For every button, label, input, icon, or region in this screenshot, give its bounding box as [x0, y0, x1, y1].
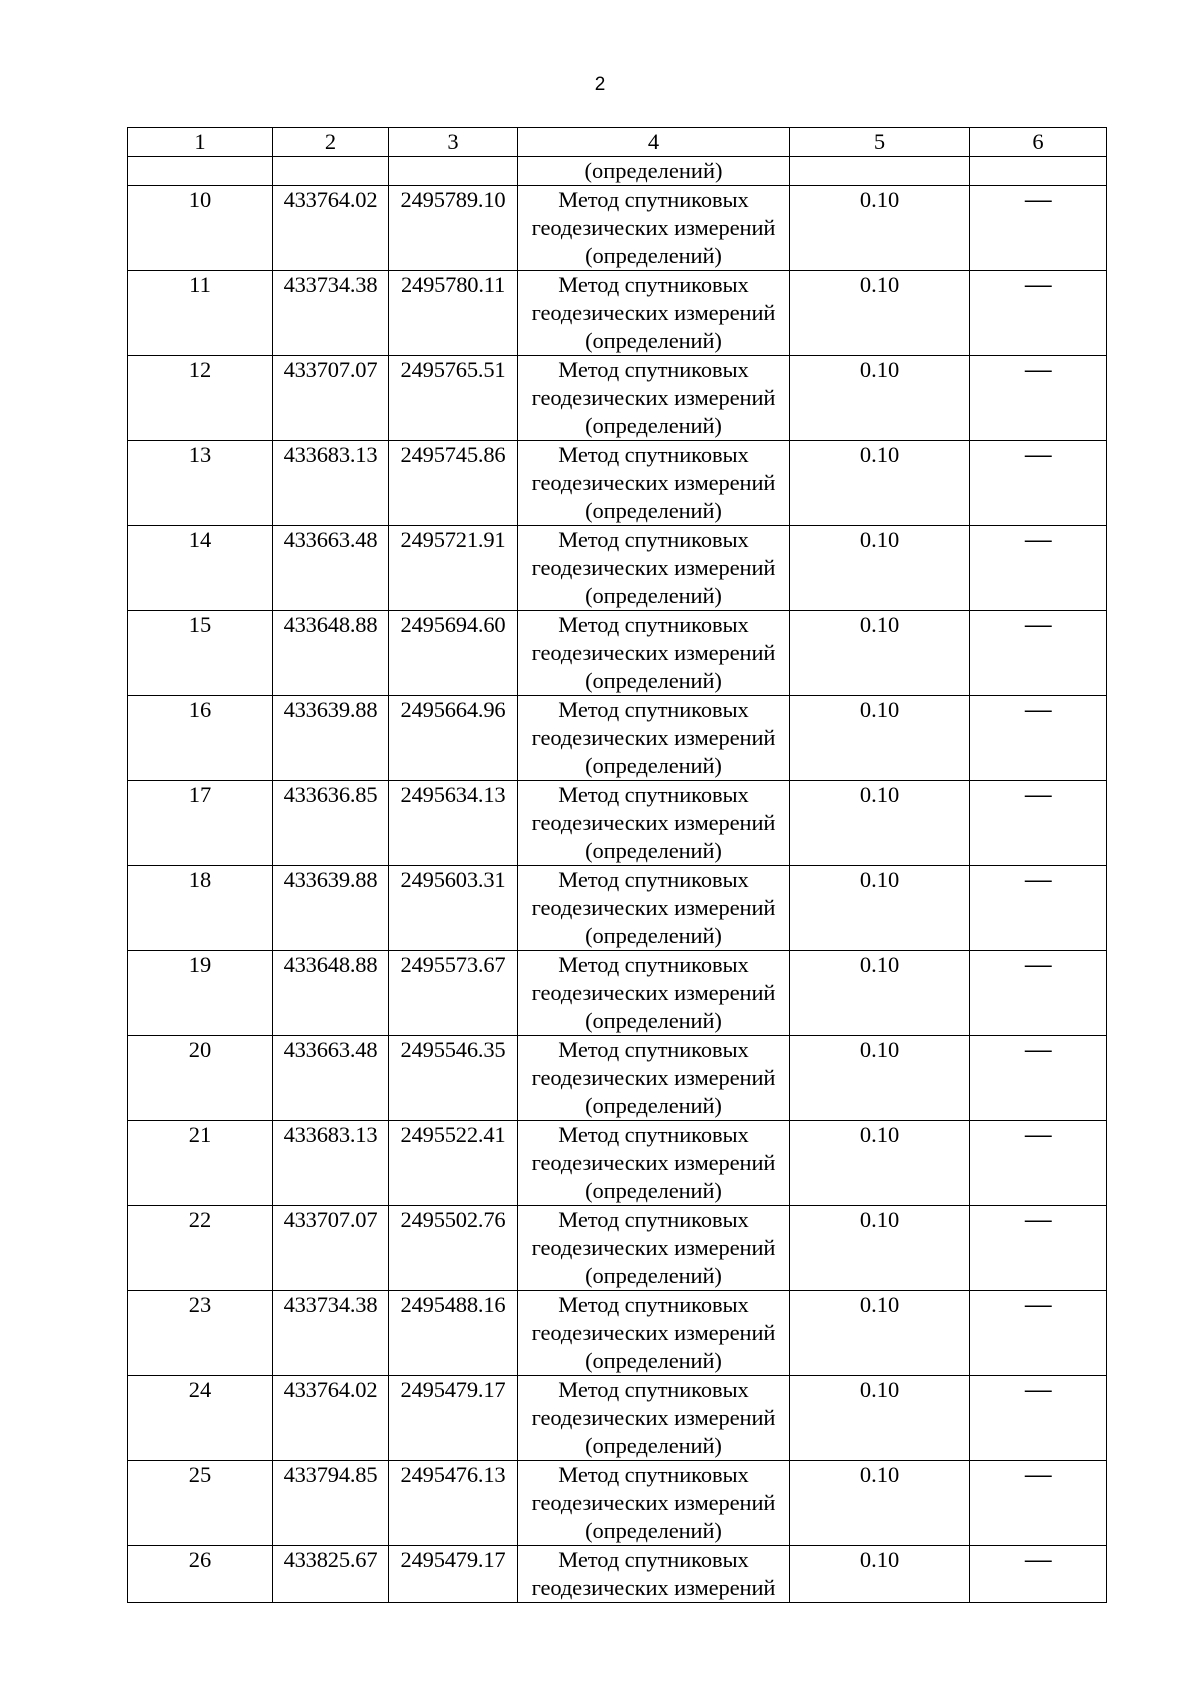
method-line: Метод спутниковых	[558, 357, 749, 382]
method-line: (определений)	[585, 498, 722, 523]
y-coordinate-cell: 2495502.76	[389, 1206, 518, 1291]
table-row	[128, 781, 1107, 866]
dash-mark: —	[1024, 442, 1052, 467]
header-cell-3: 3	[389, 128, 518, 157]
accuracy-cell: 0.10	[790, 1121, 970, 1206]
dash-mark: —	[1024, 867, 1052, 892]
header-cell-1: 1	[128, 128, 273, 157]
method-line: Метод спутниковых	[558, 272, 749, 297]
method-line: Метод спутниковых	[558, 1207, 749, 1232]
note-cell	[970, 1376, 1107, 1461]
dash-mark: —	[1024, 1377, 1052, 1402]
y-coordinate-cell: 2495634.13	[389, 781, 518, 866]
y-coordinate-cell: 2495522.41	[389, 1121, 518, 1206]
method-line: (определений)	[585, 1348, 722, 1373]
x-coordinate-cell: 433707.07	[273, 1206, 389, 1291]
header-cell-5: 5	[790, 128, 970, 157]
x-coordinate-cell: 433707.07	[273, 356, 389, 441]
method-line: Метод спутниковых	[558, 1462, 749, 1487]
method-line: (определений)	[585, 243, 722, 268]
method-line: геодезических измерений	[531, 300, 776, 325]
note-cell	[970, 951, 1107, 1036]
point-number-cell: 10	[128, 186, 273, 271]
accuracy-cell: 0.10	[790, 866, 970, 951]
method-line: Метод спутниковых	[558, 1292, 749, 1317]
point-number-cell: 24	[128, 1376, 273, 1461]
accuracy-cell: 0.10	[790, 1546, 970, 1603]
point-number-cell: 19	[128, 951, 273, 1036]
method-cell	[518, 1376, 790, 1461]
x-coordinate-cell: 433648.88	[273, 951, 389, 1036]
method-line: (определений)	[585, 328, 722, 353]
note-cell	[970, 1546, 1107, 1603]
method-line: (определений)	[585, 1008, 722, 1033]
table-row	[128, 696, 1107, 781]
point-number-cell: 15	[128, 611, 273, 696]
method-line: Метод спутниковых	[558, 187, 749, 212]
method-line: (определений)	[585, 583, 722, 608]
table-row	[128, 1036, 1107, 1121]
x-coordinate-cell: 433663.48	[273, 1036, 389, 1121]
point-number-cell: 14	[128, 526, 273, 611]
y-coordinate-cell: 2495476.13	[389, 1461, 518, 1546]
note-cell	[970, 1121, 1107, 1206]
note-cell	[970, 866, 1107, 951]
dash-mark: —	[1024, 612, 1052, 637]
table-row	[128, 1206, 1107, 1291]
dash-mark: —	[1024, 697, 1052, 722]
continuation-cell-1	[128, 157, 273, 186]
point-number-cell: 26	[128, 1546, 273, 1603]
y-coordinate-cell: 2495694.60	[389, 611, 518, 696]
continuation-cell-2	[273, 157, 389, 186]
method-line: Метод спутниковых	[558, 697, 749, 722]
y-coordinate-cell: 2495789.10	[389, 186, 518, 271]
accuracy-cell: 0.10	[790, 696, 970, 781]
point-number-cell: 23	[128, 1291, 273, 1376]
header-cell-2: 2	[273, 128, 389, 157]
note-cell	[970, 1036, 1107, 1121]
method-line: Метод спутниковых	[558, 867, 749, 892]
note-cell	[970, 611, 1107, 696]
note-cell	[970, 441, 1107, 526]
table-row	[128, 441, 1107, 526]
continuation-row	[128, 157, 1107, 186]
table-row	[128, 1291, 1107, 1376]
method-line: геодезических измерений	[531, 895, 776, 920]
table-row	[128, 611, 1107, 696]
x-coordinate-cell: 433663.48	[273, 526, 389, 611]
point-number-cell: 13	[128, 441, 273, 526]
dash-mark: —	[1024, 357, 1052, 382]
x-coordinate-cell: 433639.88	[273, 696, 389, 781]
method-line: геодезических измерений	[531, 470, 776, 495]
table-row	[128, 356, 1107, 441]
y-coordinate-cell: 2495479.17	[389, 1376, 518, 1461]
method-line: Метод спутниковых	[558, 612, 749, 637]
table-row	[128, 186, 1107, 271]
method-line: (определений)	[585, 1178, 722, 1203]
table-row	[128, 1121, 1107, 1206]
method-line: Метод спутниковых	[558, 442, 749, 467]
continuation-method-cell	[518, 157, 790, 186]
y-coordinate-cell: 2495721.91	[389, 526, 518, 611]
dash-mark: —	[1024, 1547, 1052, 1572]
method-cell	[518, 1546, 790, 1603]
method-cell	[518, 526, 790, 611]
method-line: Метод спутниковых	[558, 1037, 749, 1062]
dash-mark: —	[1024, 1292, 1052, 1317]
note-cell	[970, 781, 1107, 866]
method-cell	[518, 1036, 790, 1121]
x-coordinate-cell: 433764.02	[273, 186, 389, 271]
method-line: (определений)	[585, 923, 722, 948]
y-coordinate-cell: 2495479.17	[389, 1546, 518, 1603]
continuation-cell-5	[790, 157, 970, 186]
note-cell	[970, 696, 1107, 781]
method-line: (определений)	[585, 838, 722, 863]
table-row	[128, 1461, 1107, 1546]
y-coordinate-cell: 2495488.16	[389, 1291, 518, 1376]
x-coordinate-cell: 433825.67	[273, 1546, 389, 1603]
method-line: (определений)	[585, 1433, 722, 1458]
method-line: геодезических измерений	[531, 1405, 776, 1430]
method-line: геодезических измерений	[531, 555, 776, 580]
continuation-cell-3	[389, 157, 518, 186]
point-number-cell: 22	[128, 1206, 273, 1291]
point-number-cell: 20	[128, 1036, 273, 1121]
method-cell	[518, 356, 790, 441]
x-coordinate-cell: 433794.85	[273, 1461, 389, 1546]
method-line: Метод спутниковых	[558, 1377, 749, 1402]
y-coordinate-cell: 2495603.31	[389, 866, 518, 951]
accuracy-cell: 0.10	[790, 356, 970, 441]
dash-mark: —	[1024, 782, 1052, 807]
table-row	[128, 951, 1107, 1036]
method-line: геодезических измерений	[531, 385, 776, 410]
method-line: геодезических измерений	[531, 725, 776, 750]
method-line: Метод спутниковых	[558, 1122, 749, 1147]
page-number: 2	[594, 74, 606, 95]
method-line: геодезических измерений	[531, 215, 776, 240]
x-coordinate-cell: 433683.13	[273, 441, 389, 526]
y-coordinate-cell: 2495780.11	[389, 271, 518, 356]
x-coordinate-cell: 433636.85	[273, 781, 389, 866]
method-line: геодезических измерений	[531, 1575, 776, 1600]
method-cell	[518, 186, 790, 271]
table-row	[128, 526, 1107, 611]
method-line: геодезических измерений	[531, 1150, 776, 1175]
y-coordinate-cell: 2495664.96	[389, 696, 518, 781]
table-row	[128, 866, 1107, 951]
dash-mark: —	[1024, 1037, 1052, 1062]
dash-mark: —	[1024, 1462, 1052, 1487]
accuracy-cell: 0.10	[790, 611, 970, 696]
accuracy-cell: 0.10	[790, 781, 970, 866]
header-row	[128, 128, 1107, 157]
y-coordinate-cell: 2495546.35	[389, 1036, 518, 1121]
dash-mark: —	[1024, 1207, 1052, 1232]
continuation-method-text: (определений)	[584, 158, 723, 183]
x-coordinate-cell: 433683.13	[273, 1121, 389, 1206]
method-cell	[518, 611, 790, 696]
continuation-cell-6	[970, 157, 1107, 186]
method-line: (определений)	[585, 753, 722, 778]
accuracy-cell: 0.10	[790, 441, 970, 526]
y-coordinate-cell: 2495745.86	[389, 441, 518, 526]
method-line: Метод спутниковых	[558, 1547, 749, 1572]
method-line: геодезических измерений	[531, 1235, 776, 1260]
point-number-cell: 17	[128, 781, 273, 866]
y-coordinate-cell: 2495573.67	[389, 951, 518, 1036]
note-cell	[970, 186, 1107, 271]
note-cell	[970, 271, 1107, 356]
header-cell-4: 4	[518, 128, 790, 157]
method-line: геодезических измерений	[531, 1490, 776, 1515]
dash-mark: —	[1024, 527, 1052, 552]
dash-mark: —	[1024, 952, 1052, 977]
x-coordinate-cell: 433734.38	[273, 1291, 389, 1376]
point-number-cell: 18	[128, 866, 273, 951]
dash-mark: —	[1024, 187, 1052, 212]
method-cell	[518, 1121, 790, 1206]
x-coordinate-cell: 433639.88	[273, 866, 389, 951]
header-cell-6: 6	[970, 128, 1107, 157]
method-line: геодезических измерений	[531, 980, 776, 1005]
coordinates-table	[127, 127, 1107, 1603]
method-cell	[518, 1291, 790, 1376]
method-cell	[518, 866, 790, 951]
x-coordinate-cell: 433648.88	[273, 611, 389, 696]
method-line: (определений)	[585, 1093, 722, 1118]
accuracy-cell: 0.10	[790, 1376, 970, 1461]
note-cell	[970, 1461, 1107, 1546]
accuracy-cell: 0.10	[790, 526, 970, 611]
method-line: (определений)	[585, 668, 722, 693]
method-line: Метод спутниковых	[558, 527, 749, 552]
point-number-cell: 25	[128, 1461, 273, 1546]
point-number-cell: 11	[128, 271, 273, 356]
table-row	[128, 1376, 1107, 1461]
method-line: геодезических измерений	[531, 1320, 776, 1345]
table-header	[128, 128, 1107, 157]
accuracy-cell: 0.10	[790, 1206, 970, 1291]
accuracy-cell: 0.10	[790, 1461, 970, 1546]
accuracy-cell: 0.10	[790, 951, 970, 1036]
method-line: Метод спутниковых	[558, 952, 749, 977]
accuracy-cell: 0.10	[790, 1291, 970, 1376]
point-number-cell: 16	[128, 696, 273, 781]
accuracy-cell: 0.10	[790, 271, 970, 356]
dash-mark: —	[1024, 1122, 1052, 1147]
point-number-cell: 21	[128, 1121, 273, 1206]
method-cell	[518, 1461, 790, 1546]
method-cell	[518, 951, 790, 1036]
method-cell	[518, 696, 790, 781]
method-line: геодезических измерений	[531, 810, 776, 835]
table-row	[128, 1546, 1107, 1603]
method-line: (определений)	[585, 413, 722, 438]
method-line: геодезических измерений	[531, 1065, 776, 1090]
dash-mark: —	[1024, 272, 1052, 297]
table-body	[128, 157, 1107, 1603]
note-cell	[970, 526, 1107, 611]
x-coordinate-cell: 433764.02	[273, 1376, 389, 1461]
x-coordinate-cell: 433734.38	[273, 271, 389, 356]
y-coordinate-cell: 2495765.51	[389, 356, 518, 441]
method-line: (определений)	[585, 1263, 722, 1288]
method-cell	[518, 271, 790, 356]
note-cell	[970, 1206, 1107, 1291]
method-line: (определений)	[585, 1518, 722, 1543]
note-cell	[970, 356, 1107, 441]
accuracy-cell: 0.10	[790, 186, 970, 271]
table-row	[128, 271, 1107, 356]
note-cell	[970, 1291, 1107, 1376]
method-line: геодезических измерений	[531, 640, 776, 665]
point-number-cell: 12	[128, 356, 273, 441]
method-cell	[518, 1206, 790, 1291]
method-cell	[518, 781, 790, 866]
method-line: Метод спутниковых	[558, 782, 749, 807]
accuracy-cell: 0.10	[790, 1036, 970, 1121]
method-cell	[518, 441, 790, 526]
